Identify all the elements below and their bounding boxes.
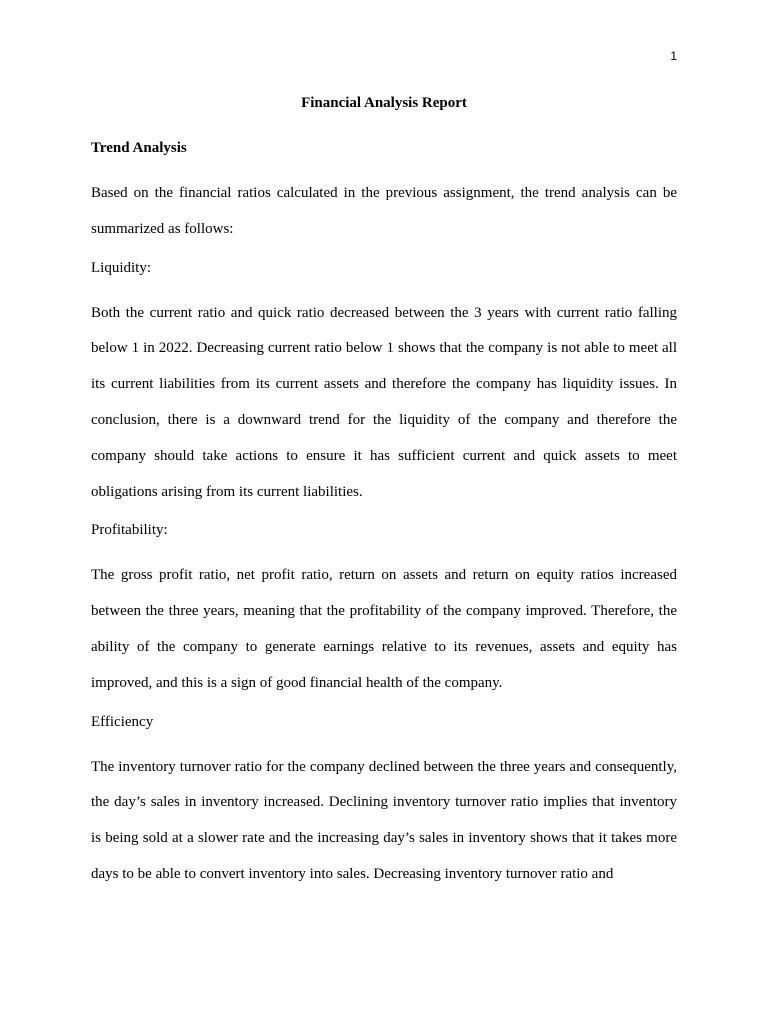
profitability-label: Profitability: (91, 522, 168, 539)
section-heading-trend-analysis: Trend Analysis (91, 140, 187, 156)
liquidity-label: Liquidity: (91, 259, 151, 276)
page-number: 1 (670, 49, 677, 63)
liquidity-paragraph: Both the current ratio and quick ratio decreased between the 3 years with current ratio falling below 1 in 2022. Decreasing current ratio below 1 shows that the company is not able to meet all its current liabilities from its current assets and therefore the company has liquidity issues. In conclusion, there is a downward trend for the liquidity of the company and therefore the company should take actions to ensure it has sufficient current and quick assets to meet obligations arising from its current liabilities. (91, 304, 677, 500)
document-title: Financial Analysis Report (301, 95, 467, 111)
efficiency-paragraph: The inventory turnover ratio for the company declined between the three years and consequently, the day’s sales in inventory increased. Declining inventory turnover ratio implies that inventory is being sold at a slower rate and the increasing day’s sales in inventory shows that it takes more days to be able to convert inventory into sales. Decreasing inventory turnover ratio and (91, 758, 677, 882)
document-body (91, 93, 677, 893)
intro-paragraph: Based on the financial ratios calculated in the previous assignment, the trend analysis can be summarized as follows: (91, 185, 677, 237)
efficiency-label: Efficiency (91, 713, 154, 730)
profitability-paragraph: The gross profit ratio, net profit ratio, return on assets and return on equity ratios increased between the three years, meaning that the profitability of the company improved. Therefore, the ability of the company to generate earnings relative to its revenues, assets and equity has improved, and this is a sign of good financial health of the company. (91, 567, 677, 691)
